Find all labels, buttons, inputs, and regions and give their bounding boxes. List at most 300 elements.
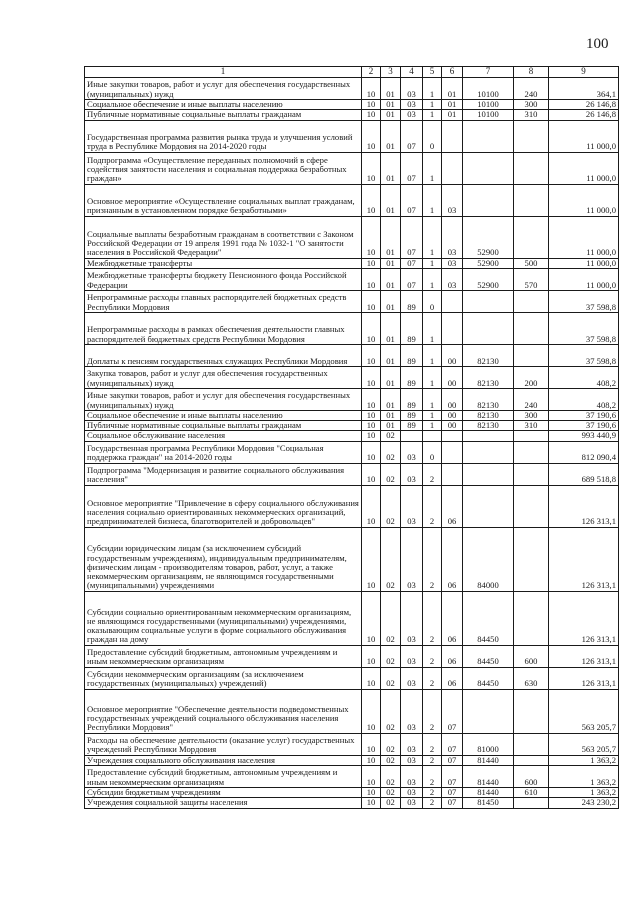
direction-code: 52900 (463, 216, 514, 258)
amount: 126 313,1 (549, 645, 619, 667)
section-code: 10 (362, 410, 381, 420)
direction-code (463, 152, 514, 184)
subsection-code: 02 (381, 755, 401, 765)
subprogram-code: 2 (423, 733, 442, 755)
section-code: 10 (362, 78, 381, 100)
row-name: Субсидии юридическим лицам (за исключением субсидий государственным учреждениям), индивидуальным предпринимателям, физическим лицам - производителям товаров, работ, услуг, а также некоммерческим организациям, не являющимся государственными (муниципальными) учреждениями (85, 527, 362, 591)
column-header: 4 (401, 67, 423, 78)
section-code: 10 (362, 258, 381, 268)
expense-type-code (514, 184, 549, 216)
activity-code: 07 (442, 733, 463, 755)
row-name: Межбюджетные трансферты (85, 258, 362, 268)
direction-code (463, 120, 514, 152)
amount: 11 000,0 (549, 184, 619, 216)
direction-code: 52900 (463, 268, 514, 290)
table-row (85, 689, 619, 733)
subprogram-code: 0 (423, 120, 442, 152)
direction-code: 82130 (463, 410, 514, 420)
program-code: 89 (401, 421, 423, 431)
subprogram-code: 0 (423, 290, 442, 312)
table-row (85, 110, 619, 120)
direction-code: 84000 (463, 527, 514, 591)
row-name: Предоставление субсидий бюджетным, автономным учреждениям и иным некоммерческим организациям (85, 765, 362, 787)
subprogram-code: 2 (423, 463, 442, 485)
table-row (85, 344, 619, 366)
program-code: 07 (401, 120, 423, 152)
amount: 37 190,6 (549, 410, 619, 420)
subprogram-code: 2 (423, 787, 442, 797)
section-code: 10 (362, 798, 381, 808)
section-code: 10 (362, 645, 381, 667)
program-code: 03 (401, 787, 423, 797)
activity-code: 00 (442, 344, 463, 366)
activity-code: 07 (442, 787, 463, 797)
activity-code: 07 (442, 755, 463, 765)
activity-code: 06 (442, 591, 463, 645)
row-name: Закупка товаров, работ и услуг для обеспечения государственных (муниципальных) нужд (85, 366, 362, 388)
subsection-code: 02 (381, 485, 401, 527)
row-name: Социальное обслуживание населения (85, 431, 362, 441)
table-row (85, 527, 619, 591)
column-header: 3 (381, 67, 401, 78)
direction-code: 81450 (463, 798, 514, 808)
program-code: 03 (401, 527, 423, 591)
section-code: 10 (362, 733, 381, 755)
table-row (85, 765, 619, 787)
activity-code: 06 (442, 527, 463, 591)
subsection-code: 02 (381, 798, 401, 808)
program-code: 07 (401, 258, 423, 268)
amount: 993 440,9 (549, 431, 619, 441)
expense-type-code: 600 (514, 645, 549, 667)
row-name: Социальные выплаты безработным гражданам в соответствии с Законом Российской Федерации от 19 апреля 1991 года № 1032-1 "О занятости населения в Российской Федерации" (85, 216, 362, 258)
expense-type-code (514, 591, 549, 645)
table-row (85, 184, 619, 216)
row-name: Доплаты к пенсиям государственных служащих Республики Мордовия (85, 344, 362, 366)
subprogram-code: 1 (423, 410, 442, 420)
page-number: 100 (586, 36, 609, 52)
section-code: 10 (362, 100, 381, 110)
section-code: 10 (362, 463, 381, 485)
activity-code: 07 (442, 798, 463, 808)
table-row (85, 410, 619, 420)
table-row (85, 591, 619, 645)
table-row (85, 463, 619, 485)
table-row (85, 388, 619, 410)
subprogram-code: 2 (423, 798, 442, 808)
activity-code (442, 431, 463, 441)
subsection-code: 01 (381, 110, 401, 120)
amount: 243 230,2 (549, 798, 619, 808)
direction-code: 84450 (463, 667, 514, 689)
amount: 408,2 (549, 366, 619, 388)
row-name: Основное мероприятие "Обеспечение деятельности подведомственных государственных учреждений социального обслуживания населения Республики Мордовия" (85, 689, 362, 733)
expense-type-code (514, 152, 549, 184)
direction-code: 10100 (463, 100, 514, 110)
program-code: 07 (401, 152, 423, 184)
column-header: 8 (514, 67, 549, 78)
activity-code (442, 120, 463, 152)
table-row (85, 798, 619, 808)
program-code: 03 (401, 765, 423, 787)
expense-type-code (514, 290, 549, 312)
direction-code: 82130 (463, 421, 514, 431)
activity-code: 00 (442, 421, 463, 431)
program-code: 89 (401, 388, 423, 410)
expense-type-code: 310 (514, 421, 549, 431)
section-code: 10 (362, 755, 381, 765)
budget-table (84, 66, 619, 809)
amount: 126 313,1 (549, 591, 619, 645)
program-code: 03 (401, 441, 423, 463)
subprogram-code (423, 431, 442, 441)
program-code: 03 (401, 78, 423, 100)
section-code: 10 (362, 421, 381, 431)
expense-type-code: 300 (514, 410, 549, 420)
program-code: 03 (401, 755, 423, 765)
expense-type-code: 610 (514, 787, 549, 797)
program-code (401, 431, 423, 441)
table-row (85, 216, 619, 258)
program-code: 89 (401, 366, 423, 388)
section-code: 10 (362, 485, 381, 527)
table-row (85, 733, 619, 755)
table-row (85, 787, 619, 797)
subsection-code: 01 (381, 184, 401, 216)
row-name: Межбюджетные трансферты бюджету Пенсионного фонда Российской Федерации (85, 268, 362, 290)
table-body (85, 78, 619, 809)
section-code: 10 (362, 591, 381, 645)
program-code: 03 (401, 667, 423, 689)
row-name: Непрограммные расходы в рамках обеспечения деятельности главных распорядителей бюджетных средств Республики Мордовия (85, 312, 362, 344)
direction-code: 84450 (463, 591, 514, 645)
subsection-code: 02 (381, 765, 401, 787)
program-code: 03 (401, 733, 423, 755)
subprogram-code: 2 (423, 755, 442, 765)
direction-code: 82130 (463, 366, 514, 388)
subsection-code: 01 (381, 388, 401, 410)
direction-code (463, 463, 514, 485)
subprogram-code: 2 (423, 689, 442, 733)
subsection-code: 01 (381, 344, 401, 366)
table-row (85, 120, 619, 152)
row-name: Субсидии бюджетным учреждениям (85, 787, 362, 797)
activity-code: 01 (442, 100, 463, 110)
subprogram-code: 1 (423, 312, 442, 344)
amount: 689 518,8 (549, 463, 619, 485)
activity-code (442, 290, 463, 312)
program-code: 03 (401, 591, 423, 645)
amount: 1 363,2 (549, 765, 619, 787)
row-name: Основное мероприятие "Привлечение в сферу социального обслуживания населения социально ориентированных некоммерческих организаций, предпринимателей бизнеса, благотворителей и добровольцев" (85, 485, 362, 527)
subsection-code: 01 (381, 216, 401, 258)
direction-code: 84450 (463, 645, 514, 667)
subsection-code: 01 (381, 268, 401, 290)
activity-code: 07 (442, 765, 463, 787)
subsection-code: 02 (381, 527, 401, 591)
subprogram-code: 1 (423, 268, 442, 290)
amount: 11 000,0 (549, 216, 619, 258)
program-code: 89 (401, 410, 423, 420)
row-name: Непрограммные расходы главных распорядителей бюджетных средств Республики Мордовия (85, 290, 362, 312)
section-code: 10 (362, 152, 381, 184)
activity-code: 00 (442, 388, 463, 410)
section-code: 10 (362, 527, 381, 591)
direction-code: 10100 (463, 110, 514, 120)
amount: 126 313,1 (549, 485, 619, 527)
activity-code: 06 (442, 645, 463, 667)
program-code: 03 (401, 485, 423, 527)
row-name: Основное мероприятие «Осуществление социальных выплат гражданам, признанным в установленном порядке безработными» (85, 184, 362, 216)
subsection-code: 01 (381, 410, 401, 420)
amount: 11 000,0 (549, 258, 619, 268)
amount: 1 363,2 (549, 755, 619, 765)
activity-code (442, 312, 463, 344)
activity-code: 07 (442, 689, 463, 733)
subprogram-code: 2 (423, 485, 442, 527)
subsection-code: 01 (381, 78, 401, 100)
amount: 37 598,8 (549, 344, 619, 366)
subsection-code: 01 (381, 421, 401, 431)
direction-code: 81440 (463, 787, 514, 797)
table-row (85, 755, 619, 765)
subprogram-code: 1 (423, 344, 442, 366)
column-header: 7 (463, 67, 514, 78)
section-code: 10 (362, 388, 381, 410)
subsection-code: 01 (381, 258, 401, 268)
program-code: 07 (401, 216, 423, 258)
subprogram-code: 2 (423, 667, 442, 689)
column-header: 1 (85, 67, 362, 78)
table-row (85, 78, 619, 100)
expense-type-code: 240 (514, 78, 549, 100)
row-name: Публичные нормативные социальные выплаты гражданам (85, 110, 362, 120)
expense-type-code (514, 120, 549, 152)
activity-code: 03 (442, 184, 463, 216)
row-name: Учреждения социального обслуживания населения (85, 755, 362, 765)
table-row (85, 421, 619, 431)
amount: 26 146,8 (549, 110, 619, 120)
subsection-code: 01 (381, 312, 401, 344)
subsection-code: 01 (381, 120, 401, 152)
direction-code (463, 689, 514, 733)
activity-code: 00 (442, 366, 463, 388)
row-name: Субсидии социально ориентированным некоммерческим организациям, не являющимся государственными (муниципальными) учреждениями, оказывающим социальные услуги в форме социального обслуживания граждан на дому (85, 591, 362, 645)
table-row (85, 258, 619, 268)
direction-code: 81440 (463, 765, 514, 787)
expense-type-code: 240 (514, 388, 549, 410)
column-header: 5 (423, 67, 442, 78)
expense-type-code (514, 798, 549, 808)
program-code: 03 (401, 110, 423, 120)
subprogram-code: 1 (423, 110, 442, 120)
program-code: 03 (401, 798, 423, 808)
activity-code (442, 463, 463, 485)
section-code: 10 (362, 216, 381, 258)
activity-code: 03 (442, 268, 463, 290)
activity-code: 06 (442, 485, 463, 527)
program-code: 89 (401, 344, 423, 366)
program-code: 89 (401, 312, 423, 344)
activity-code: 01 (442, 78, 463, 100)
direction-code (463, 184, 514, 216)
activity-code (442, 441, 463, 463)
section-code: 10 (362, 110, 381, 120)
direction-code (463, 485, 514, 527)
amount: 37 598,8 (549, 290, 619, 312)
expense-type-code: 200 (514, 366, 549, 388)
row-name: Иные закупки товаров, работ и услуг для обеспечения государственных (муниципальных) нужд (85, 388, 362, 410)
direction-code: 52900 (463, 258, 514, 268)
expense-type-code (514, 441, 549, 463)
expense-type-code (514, 755, 549, 765)
row-name: Предоставление субсидий бюджетным, автономным учреждениям и иным некоммерческим организациям (85, 645, 362, 667)
row-name: Подпрограмма "Модернизация и развитие социального обслуживания населения" (85, 463, 362, 485)
subprogram-code: 1 (423, 100, 442, 110)
expense-type-code (514, 344, 549, 366)
subprogram-code: 2 (423, 645, 442, 667)
table-row (85, 366, 619, 388)
amount: 126 313,1 (549, 667, 619, 689)
expense-type-code (514, 733, 549, 755)
program-code: 07 (401, 184, 423, 216)
section-code: 10 (362, 184, 381, 216)
table-row (85, 290, 619, 312)
column-header: 2 (362, 67, 381, 78)
activity-code: 00 (442, 410, 463, 420)
subprogram-code: 1 (423, 421, 442, 431)
amount: 26 146,8 (549, 100, 619, 110)
expense-type-code: 310 (514, 110, 549, 120)
section-code: 10 (362, 431, 381, 441)
activity-code: 03 (442, 258, 463, 268)
section-code: 10 (362, 290, 381, 312)
amount: 37 598,8 (549, 312, 619, 344)
subsection-code: 01 (381, 366, 401, 388)
subsection-code: 02 (381, 463, 401, 485)
row-name: Публичные нормативные социальные выплаты гражданам (85, 421, 362, 431)
subsection-code: 02 (381, 667, 401, 689)
expense-type-code: 570 (514, 268, 549, 290)
subsection-code: 02 (381, 441, 401, 463)
subsection-code: 02 (381, 431, 401, 441)
program-code: 07 (401, 268, 423, 290)
table-row (85, 312, 619, 344)
table-row (85, 667, 619, 689)
amount: 563 205,7 (549, 733, 619, 755)
table-row (85, 441, 619, 463)
table-row (85, 645, 619, 667)
section-code: 10 (362, 344, 381, 366)
amount: 11 000,0 (549, 152, 619, 184)
section-code: 10 (362, 120, 381, 152)
subprogram-code: 1 (423, 184, 442, 216)
expense-type-code (514, 312, 549, 344)
subsection-code: 01 (381, 100, 401, 110)
program-code: 03 (401, 689, 423, 733)
amount: 408,2 (549, 388, 619, 410)
amount: 1 363,2 (549, 787, 619, 797)
row-name: Учреждения социальной защиты населения (85, 798, 362, 808)
row-name: Государственная программа развития рынка труда и улучшения условий труда в Республике Мордовия на 2014-2020 годы (85, 120, 362, 152)
row-name: Социальное обеспечение и иные выплаты населению (85, 100, 362, 110)
section-code: 10 (362, 366, 381, 388)
subprogram-code: 2 (423, 765, 442, 787)
program-code: 03 (401, 463, 423, 485)
expense-type-code: 300 (514, 100, 549, 110)
amount: 563 205,7 (549, 689, 619, 733)
table-row (85, 431, 619, 441)
expense-type-code (514, 431, 549, 441)
subprogram-code: 1 (423, 78, 442, 100)
amount: 11 000,0 (549, 120, 619, 152)
subsection-code: 01 (381, 152, 401, 184)
subsection-code: 02 (381, 689, 401, 733)
table-row (85, 100, 619, 110)
expense-type-code (514, 527, 549, 591)
subprogram-code: 2 (423, 591, 442, 645)
direction-code: 81440 (463, 755, 514, 765)
expense-type-code: 630 (514, 667, 549, 689)
subprogram-code: 1 (423, 258, 442, 268)
direction-code: 82130 (463, 388, 514, 410)
row-name: Подпрограмма «Осуществление переданных полномочий в сфере содействия занятости населения и социальная поддержка безработных граждан» (85, 152, 362, 184)
section-code: 10 (362, 441, 381, 463)
expense-type-code (514, 689, 549, 733)
direction-code (463, 290, 514, 312)
section-code: 10 (362, 787, 381, 797)
amount: 364,1 (549, 78, 619, 100)
subprogram-code: 1 (423, 366, 442, 388)
amount: 11 000,0 (549, 268, 619, 290)
direction-code (463, 441, 514, 463)
subsection-code: 01 (381, 290, 401, 312)
subprogram-code: 1 (423, 388, 442, 410)
direction-code (463, 431, 514, 441)
direction-code (463, 312, 514, 344)
amount: 812 090,4 (549, 441, 619, 463)
subsection-code: 02 (381, 787, 401, 797)
expense-type-code (514, 216, 549, 258)
section-code: 10 (362, 689, 381, 733)
row-name: Государственная программа Республики Мордовия "Социальная поддержка граждан" на 2014-2020 годы (85, 441, 362, 463)
table-row (85, 152, 619, 184)
program-code: 03 (401, 100, 423, 110)
row-name: Расходы на обеспечение деятельности (оказание услуг) государственных учреждений Республики Мордовия (85, 733, 362, 755)
row-name: Субсидии некоммерческим организациям (за исключением государственных (муниципальных) учреждений) (85, 667, 362, 689)
subprogram-code: 1 (423, 216, 442, 258)
direction-code: 82130 (463, 344, 514, 366)
subprogram-code: 1 (423, 152, 442, 184)
activity-code (442, 152, 463, 184)
subprogram-code: 2 (423, 527, 442, 591)
expense-type-code (514, 485, 549, 527)
section-code: 10 (362, 312, 381, 344)
header-row (85, 67, 619, 78)
direction-code: 81000 (463, 733, 514, 755)
expense-type-code (514, 463, 549, 485)
subprogram-code: 0 (423, 441, 442, 463)
section-code: 10 (362, 667, 381, 689)
program-code: 89 (401, 290, 423, 312)
section-code: 10 (362, 268, 381, 290)
row-name: Иные закупки товаров, работ и услуг для обеспечения государственных (муниципальных) нужд (85, 78, 362, 100)
expense-type-code: 500 (514, 258, 549, 268)
subsection-code: 02 (381, 645, 401, 667)
table-row (85, 268, 619, 290)
activity-code: 01 (442, 110, 463, 120)
activity-code: 06 (442, 667, 463, 689)
